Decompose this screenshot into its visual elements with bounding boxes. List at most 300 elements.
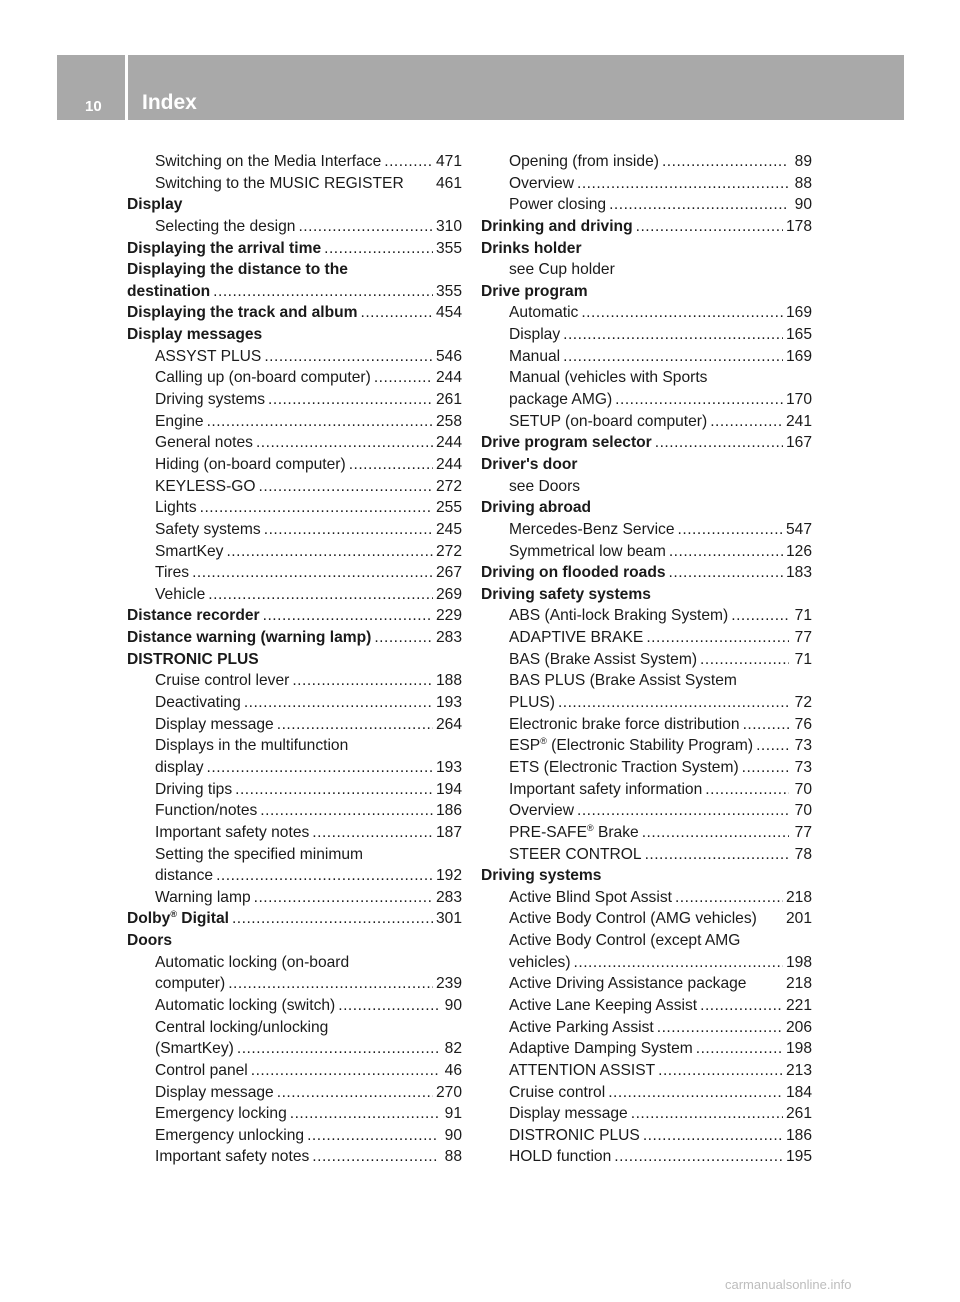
entry-label: PLUS) <box>509 694 555 712</box>
index-subentry[interactable] <box>481 1125 812 1147</box>
entry-label: Function/notes <box>155 802 258 820</box>
page-ref[interactable]: 244 <box>435 434 462 452</box>
page-ref[interactable]: 76 <box>794 715 812 733</box>
entry-text <box>155 1038 234 1060</box>
page-ref[interactable]: 73 <box>794 737 812 755</box>
index-subentry[interactable] <box>481 389 812 411</box>
page-ref[interactable]: 169 <box>785 347 812 365</box>
index-subentry[interactable] <box>127 216 462 238</box>
index-subentry[interactable] <box>481 735 812 757</box>
dot-leader <box>244 692 433 714</box>
page-ref[interactable]: 310 <box>435 217 462 235</box>
page-ref[interactable]: 255 <box>435 499 462 517</box>
page-ref[interactable]: 244 <box>435 455 462 473</box>
entry-label: Tires <box>155 564 190 582</box>
page-ref[interactable]: 78 <box>794 845 812 863</box>
entry-label: destination <box>127 282 211 300</box>
index-subentry[interactable] <box>481 541 812 563</box>
entry-text <box>509 735 753 757</box>
page-ref[interactable]: 187 <box>435 823 462 841</box>
page-ref[interactable]: 245 <box>435 520 462 538</box>
index-subentry[interactable] <box>481 995 812 1017</box>
entry-text <box>127 930 172 952</box>
index-subentry[interactable] <box>127 1082 462 1104</box>
index-entry <box>481 281 812 303</box>
page-ref[interactable]: 170 <box>785 391 812 409</box>
entry-label: ESP <box>509 737 541 755</box>
entry-text <box>155 757 204 779</box>
page-ref[interactable]: 258 <box>435 412 462 430</box>
page-ref[interactable]: 73 <box>794 758 812 776</box>
page-ref[interactable]: 241 <box>785 412 812 430</box>
dot-leader <box>743 714 789 736</box>
page-number: 10 <box>85 98 102 115</box>
entry-label: Displaying the arrival time <box>127 239 322 257</box>
entry-text <box>509 952 571 974</box>
page-ref[interactable]: 239 <box>435 975 462 993</box>
index-entry[interactable] <box>127 605 462 627</box>
page-ref[interactable]: 198 <box>785 953 812 971</box>
index-subentry[interactable] <box>481 887 812 909</box>
dot-leader <box>658 1060 783 1082</box>
dot-leader <box>384 151 433 173</box>
page-ref[interactable]: 229 <box>435 607 462 625</box>
index-subentry <box>127 1017 462 1039</box>
entry-label: Hiding (on-board computer) <box>155 455 346 473</box>
entry-label: Power closing <box>509 196 607 214</box>
entry-label: PRE-SAFE <box>509 823 587 841</box>
page-ref[interactable]: 70 <box>794 802 812 820</box>
index-subentry[interactable] <box>127 670 462 692</box>
index-subentry[interactable] <box>481 324 812 346</box>
page-ref[interactable]: 71 <box>794 607 812 625</box>
entry-label: Deactivating <box>155 694 241 712</box>
index-subentry[interactable] <box>127 584 462 606</box>
index-subentry[interactable] <box>127 779 462 801</box>
page-ref[interactable]: 82 <box>444 1040 462 1058</box>
entry-text <box>509 411 707 433</box>
dot-leader <box>228 973 433 995</box>
entry-text <box>127 302 358 324</box>
page-ref[interactable]: 261 <box>785 1105 812 1123</box>
entry-text <box>155 1146 309 1168</box>
page-ref[interactable]: 301 <box>435 910 462 928</box>
page-ref[interactable]: 192 <box>435 867 462 885</box>
page-ref[interactable]: 264 <box>435 715 462 733</box>
index-entry <box>481 238 812 260</box>
entry-label: distance <box>155 867 214 885</box>
entry-label: Safety systems <box>155 520 261 538</box>
entry-label: see Doors <box>509 477 581 495</box>
index-subentry[interactable] <box>127 367 462 389</box>
entry-text <box>155 497 197 519</box>
page-ref[interactable]: 77 <box>794 629 812 647</box>
page-ref[interactable]: 272 <box>435 542 462 560</box>
index-subentry[interactable] <box>127 1125 462 1147</box>
index-subentry[interactable] <box>127 346 462 368</box>
entry-text <box>155 670 289 692</box>
index-subentry[interactable] <box>127 800 462 822</box>
page-ref[interactable]: 218 <box>785 888 812 906</box>
dot-leader <box>731 605 789 627</box>
dot-leader <box>208 584 433 606</box>
entry-label-suffix: Digital <box>176 910 229 928</box>
index-entry[interactable] <box>481 432 812 454</box>
dot-leader <box>338 995 439 1017</box>
entry-label: Active Parking Assist <box>509 1018 654 1036</box>
entry-label: Distance recorder <box>127 607 260 625</box>
page-ref[interactable]: 91 <box>444 1105 462 1123</box>
index-subentry[interactable] <box>481 411 812 433</box>
dot-leader <box>636 216 783 238</box>
entry-label: package AMG) <box>509 391 613 409</box>
index-subentry[interactable] <box>481 908 812 930</box>
index-subentry[interactable] <box>127 519 462 541</box>
index-subentry[interactable] <box>481 779 812 801</box>
entry-text <box>481 584 651 606</box>
entry-label: Dolby <box>127 910 171 928</box>
dot-leader <box>200 497 433 519</box>
index-subentry[interactable] <box>481 692 812 714</box>
page-ref[interactable]: 188 <box>435 672 462 690</box>
entry-text <box>155 476 256 498</box>
entry-label: Opening (from inside) <box>509 153 659 170</box>
page-ref[interactable]: 213 <box>785 1061 812 1079</box>
page-ref[interactable]: 70 <box>794 780 812 798</box>
entry-text <box>509 302 578 324</box>
index-subentry <box>481 259 812 281</box>
page-ref[interactable]: 267 <box>435 564 462 582</box>
entry-text <box>155 822 309 844</box>
entry-text <box>155 346 261 368</box>
entry-label: Displaying the distance to the <box>127 261 348 279</box>
dot-leader <box>696 1038 783 1060</box>
page-ref[interactable]: 165 <box>785 326 812 344</box>
entry-text <box>509 1125 640 1147</box>
entry-text <box>127 649 259 671</box>
entry-label: Displaying the track and album <box>127 304 358 322</box>
entry-label: General notes <box>155 434 253 452</box>
entry-label: Emergency locking <box>155 1105 287 1123</box>
entry-text <box>481 238 582 260</box>
index-subentry[interactable] <box>481 649 812 671</box>
dot-leader <box>207 411 433 433</box>
page-ref[interactable]: 283 <box>435 629 462 647</box>
page-ref[interactable]: 88 <box>794 174 812 192</box>
entry-text <box>509 973 747 995</box>
dot-leader <box>268 389 433 411</box>
dot-leader <box>756 735 789 757</box>
page-ref[interactable]: 206 <box>785 1018 812 1036</box>
entry-label: Display <box>127 196 183 214</box>
entry-text <box>155 1125 304 1147</box>
page-ref[interactable]: 90 <box>794 196 812 214</box>
page-ref[interactable]: 77 <box>794 823 812 841</box>
index-subentry[interactable] <box>127 476 462 498</box>
index-subentry[interactable] <box>127 497 462 519</box>
page-ref[interactable]: 169 <box>785 304 812 322</box>
index-subentry[interactable] <box>127 454 462 476</box>
entry-label: Display message <box>155 715 274 733</box>
dot-leader <box>669 562 783 584</box>
index-entry <box>127 324 462 346</box>
index-entry[interactable] <box>127 281 462 303</box>
page-ref[interactable]: 261 <box>435 391 462 409</box>
page-ref[interactable]: 355 <box>435 282 462 300</box>
entry-text <box>509 844 642 866</box>
index-subentry[interactable] <box>127 887 462 909</box>
entry-text <box>509 1038 693 1060</box>
index-subentry[interactable] <box>127 173 462 195</box>
index-entry[interactable] <box>127 908 462 930</box>
dot-leader <box>646 627 789 649</box>
index-subentry[interactable] <box>481 346 812 368</box>
entry-text <box>155 411 204 433</box>
entry-text <box>509 476 580 498</box>
index-subentry[interactable] <box>481 952 812 974</box>
page-ref[interactable]: 72 <box>794 694 812 712</box>
entry-text <box>155 367 371 389</box>
dot-leader <box>374 627 433 649</box>
index-subentry[interactable] <box>127 822 462 844</box>
index-entry[interactable] <box>481 562 812 584</box>
entry-label: Driving on flooded roads <box>481 564 666 582</box>
page-ref[interactable]: 193 <box>435 694 462 712</box>
entry-text <box>155 865 213 887</box>
page-ref[interactable]: 126 <box>785 542 812 560</box>
index-entry[interactable] <box>127 302 462 324</box>
entry-text <box>481 432 652 454</box>
entry-label: Central locking/unlocking <box>155 1018 329 1036</box>
page-ref[interactable]: 283 <box>435 888 462 906</box>
entry-text <box>155 216 295 238</box>
page-ref[interactable]: 89 <box>794 153 812 170</box>
entry-label: Drinking and driving <box>481 217 633 235</box>
dot-leader <box>700 995 783 1017</box>
index-subentry[interactable] <box>481 1038 812 1060</box>
entry-label: (SmartKey) <box>155 1040 234 1058</box>
dot-leader <box>216 865 433 887</box>
page-ref[interactable]: 186 <box>785 1126 812 1144</box>
entry-text <box>155 432 253 454</box>
index-subentry[interactable] <box>481 1146 812 1168</box>
entry-label: Overview <box>509 174 574 192</box>
index-subentry[interactable] <box>481 1017 812 1039</box>
index-subentry[interactable] <box>127 541 462 563</box>
index-subentry[interactable] <box>481 302 812 324</box>
page-ref[interactable]: 355 <box>435 239 462 257</box>
index-subentry[interactable] <box>127 389 462 411</box>
entry-label: Driving tips <box>155 780 233 798</box>
page-ref[interactable]: 194 <box>435 780 462 798</box>
index-entry <box>127 194 462 216</box>
index-entry[interactable] <box>127 627 462 649</box>
page-ref[interactable]: 221 <box>785 996 812 1014</box>
entry-label: Drinks holder <box>481 239 582 257</box>
index-subentry[interactable] <box>481 822 812 844</box>
dot-leader <box>290 1103 439 1125</box>
page-ref[interactable]: 270 <box>435 1083 462 1101</box>
entry-label: ABS (Anti-lock Braking System) <box>509 607 729 625</box>
entry-label: Selecting the design <box>155 217 296 235</box>
index-entry[interactable] <box>481 216 812 238</box>
entry-label: Lights <box>155 499 197 517</box>
entry-text <box>155 952 349 974</box>
index-subentry[interactable] <box>481 757 812 779</box>
entry-label: Display <box>509 326 561 344</box>
entry-label: Driving safety systems <box>481 585 651 603</box>
index-subentry[interactable] <box>127 151 462 173</box>
entry-label-suffix: (Electronic Stability Program) <box>546 737 754 755</box>
entry-text <box>509 324 560 346</box>
entry-label: Active Body Control (except AMG <box>509 932 741 950</box>
index-subentry[interactable] <box>127 562 462 584</box>
dot-leader <box>213 281 433 303</box>
page-ref[interactable]: 195 <box>785 1148 812 1166</box>
page-ref[interactable]: 184 <box>785 1083 812 1101</box>
page-ref[interactable]: 454 <box>435 304 462 322</box>
entry-label: Emergency unlocking <box>155 1126 305 1144</box>
index-entry <box>127 930 462 952</box>
entry-text <box>481 216 633 238</box>
index-subentry[interactable] <box>127 1103 462 1125</box>
index-subentry[interactable] <box>481 714 812 736</box>
entry-label: Display messages <box>127 326 263 344</box>
entry-text <box>481 497 591 519</box>
dot-leader <box>226 541 433 563</box>
page-ref[interactable]: 71 <box>794 650 812 668</box>
index-subentry[interactable] <box>127 973 462 995</box>
entry-text <box>509 627 643 649</box>
entry-text <box>509 692 555 714</box>
index-subentry[interactable] <box>127 865 462 887</box>
index-subentry[interactable] <box>481 627 812 649</box>
index-subentry[interactable] <box>481 800 812 822</box>
index-subentry[interactable] <box>127 995 462 1017</box>
entry-text <box>509 649 697 671</box>
index-subentry[interactable] <box>481 1082 812 1104</box>
index-subentry[interactable] <box>481 173 812 195</box>
index-subentry[interactable] <box>481 973 812 995</box>
entry-text <box>509 519 675 541</box>
dot-leader <box>574 952 783 974</box>
page-ref[interactable]: 547 <box>785 520 812 538</box>
entry-text <box>509 1146 611 1168</box>
entry-text <box>127 324 262 346</box>
entry-label: Doors <box>127 932 173 950</box>
page-ref[interactable]: 471 <box>435 153 462 170</box>
entry-label: Cruise control lever <box>155 672 290 690</box>
entry-label: vehicles) <box>509 953 571 971</box>
entry-text <box>127 194 182 216</box>
page-ref[interactable]: 546 <box>435 347 462 365</box>
page-ref[interactable]: 461 <box>435 174 462 192</box>
entry-text <box>509 822 639 844</box>
index-subentry[interactable] <box>127 692 462 714</box>
dot-leader <box>705 779 789 801</box>
entry-text <box>127 281 210 303</box>
page-ref[interactable]: 186 <box>435 802 462 820</box>
index-entry[interactable] <box>127 238 462 260</box>
dot-leader <box>207 757 433 779</box>
page-ref[interactable]: 178 <box>785 217 812 235</box>
index-entry <box>481 454 812 476</box>
index-subentry[interactable] <box>127 714 462 736</box>
dot-leader <box>254 887 433 909</box>
index-subentry[interactable] <box>481 194 812 216</box>
index-subentry[interactable] <box>127 432 462 454</box>
page-ref[interactable]: 193 <box>435 758 462 776</box>
index-subentry[interactable] <box>481 519 812 541</box>
entry-text <box>155 454 346 476</box>
entry-label: Active Body Control (AMG vehicles) <box>509 910 757 928</box>
index-subentry[interactable] <box>481 605 812 627</box>
index-subentry[interactable] <box>127 1038 462 1060</box>
dot-leader <box>192 562 433 584</box>
index-subentry[interactable] <box>127 757 462 779</box>
page-ref[interactable]: 90 <box>444 1126 462 1144</box>
page-ref[interactable]: 201 <box>785 910 812 928</box>
entry-label: see Cup holder <box>509 261 615 279</box>
entry-label: DISTRONIC PLUS <box>127 650 259 668</box>
entry-label: DISTRONIC PLUS <box>509 1126 640 1144</box>
entry-text <box>509 995 697 1017</box>
dot-leader <box>609 194 789 216</box>
index-subentry[interactable] <box>481 151 812 173</box>
page-ref[interactable]: 272 <box>435 477 462 495</box>
entry-text <box>509 389 612 411</box>
page-ref[interactable]: 88 <box>444 1148 462 1166</box>
header-divider <box>125 55 128 120</box>
page-ref[interactable]: 183 <box>785 564 812 582</box>
entry-label: Mercedes-Benz Service <box>509 520 675 538</box>
index-entry <box>481 865 812 887</box>
index-subentry[interactable] <box>127 1146 462 1168</box>
page-ref[interactable]: 198 <box>785 1040 812 1058</box>
entry-label-suffix: Brake <box>593 823 639 841</box>
dot-leader <box>710 411 783 433</box>
page-ref[interactable]: 269 <box>435 585 462 603</box>
index-subentry[interactable] <box>127 411 462 433</box>
dot-leader <box>742 757 789 779</box>
page-ref[interactable]: 46 <box>444 1061 462 1079</box>
index-subentry[interactable] <box>481 1103 812 1125</box>
entry-label: Displays in the multifunction <box>155 737 349 755</box>
dot-leader <box>615 389 783 411</box>
entry-label: Important safety notes <box>155 823 310 841</box>
entry-label: Automatic <box>509 304 579 322</box>
index-subentry[interactable] <box>481 844 812 866</box>
entry-label: STEER CONTROL <box>509 845 642 863</box>
entry-label: Drive program <box>481 282 588 300</box>
dot-leader <box>277 714 433 736</box>
page-ref[interactable]: 90 <box>444 996 462 1014</box>
entry-label: Calling up (on-board computer) <box>155 369 371 387</box>
dot-leader <box>277 1082 433 1104</box>
index-subentry[interactable] <box>127 1060 462 1082</box>
entry-text <box>481 454 577 476</box>
dot-leader <box>307 1125 439 1147</box>
page-ref[interactable]: 244 <box>435 369 462 387</box>
entry-label: Automatic locking (on-board <box>155 953 350 971</box>
entry-text <box>155 735 348 757</box>
index-subentry[interactable] <box>481 1060 812 1082</box>
dot-leader <box>349 454 433 476</box>
page-ref[interactable]: 218 <box>785 975 812 993</box>
page-ref[interactable]: 167 <box>785 434 812 452</box>
dot-leader <box>645 844 789 866</box>
entry-text <box>509 714 740 736</box>
